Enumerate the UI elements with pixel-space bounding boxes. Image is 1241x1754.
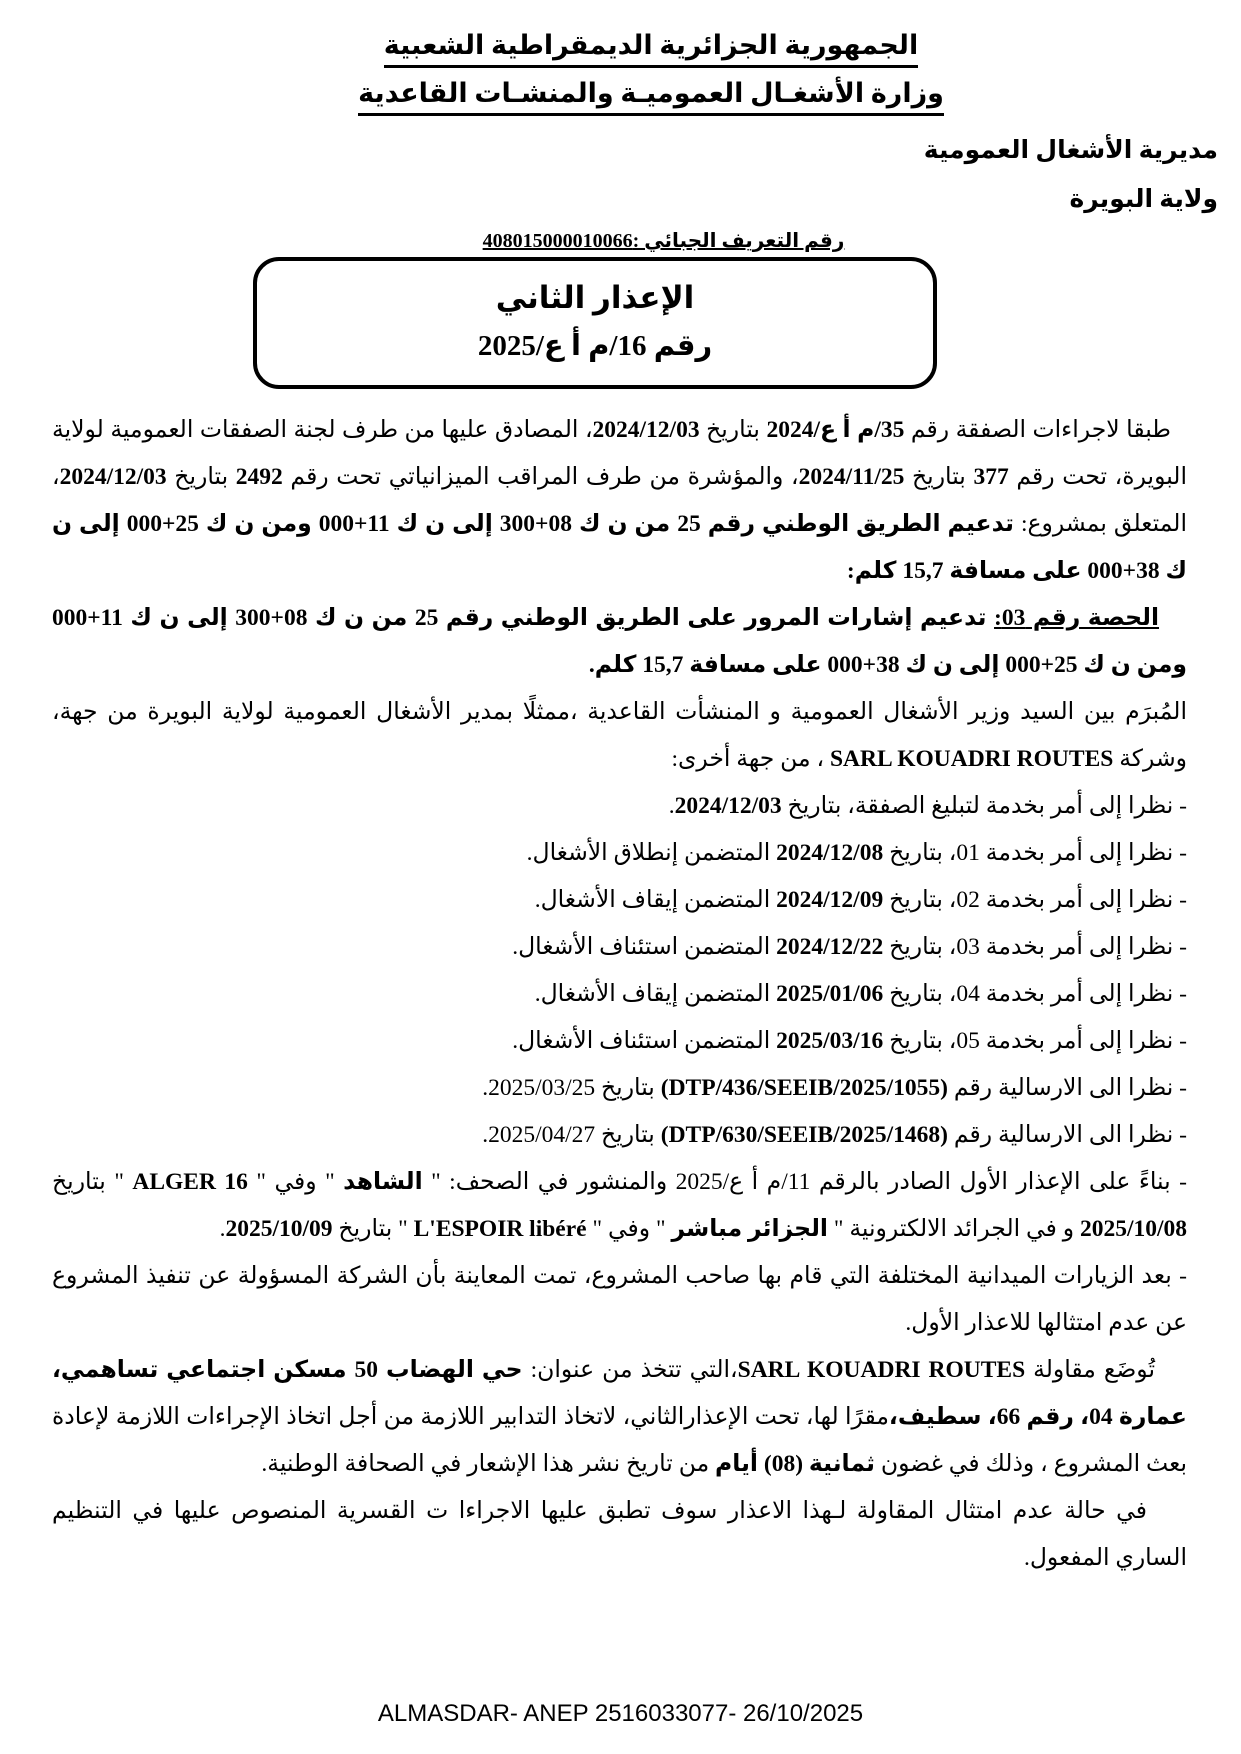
parties-paragraph [52, 689, 1187, 783]
approval-date: 2024/11/25 [798, 464, 905, 490]
tax-id-wrap [86, 228, 1241, 253]
text-segment: " وفي " [586, 1216, 672, 1242]
visa-number: 2492 [235, 464, 283, 490]
tax-id-line: رقم التعريف الجبائي :408015000010066 [482, 230, 845, 252]
text-segment: طبقا لاجراءات الصفقة رقم [904, 417, 1172, 443]
text-segment: بتاريخ [699, 417, 767, 443]
deadline-days: ثمانية (08) أيام [715, 1451, 875, 1477]
lot-description: تدعيم إشارات المرور على الطريق الوطني رقم 25 من ن ك 08+300 إلى ن ك 11+000 ومن ن ك 25+000 إلى ن ك 38+000 على مسافة 15,7 كلم. [52, 605, 1187, 678]
text-segment: المُبرَم بين السيد وزير الأشغال العمومية و المنشأت القاعدية ،ممثلًا بمدير الأشغال العمومية لولاية البويرة من جهة، وشركة [52, 699, 1187, 772]
republic-title-line [61, 30, 1241, 68]
text-segment: - نظرا إلى أمر بخدمة 01، بتاريخ [883, 840, 1187, 866]
newspaper-name: ALGER 16 [132, 1169, 248, 1195]
whereas-item-5 [52, 971, 1187, 1018]
text-segment: المتضمن إيقاف الأشغال. [534, 981, 777, 1007]
whereas-item-8 [52, 1112, 1187, 1159]
text-segment: - بناءً على الإعذار الأول الصادر بالرقم 11/م أ ع/2025 والمنشور في الصحف: " [422, 1169, 1187, 1195]
text-segment: ، من جهة أخرى: [671, 746, 830, 772]
text-segment: مقرًا لها، تحت الإعذارالثاني، لاتخاذ التدابير اللازمة من أجل اتخاذ الإجراءات اللازمة لإعادة بعث المشروع ، وذلك في غضون [52, 1404, 1187, 1477]
contract-date: 2024/12/03 [592, 417, 700, 443]
text-segment: المتضمن استئناف الأشغال. [512, 934, 777, 960]
company-name: SARL KOUADRI ROUTES [737, 1357, 1026, 1383]
text-segment: ،التي تتخذ من عنوان: [522, 1357, 738, 1383]
project-title: تدعيم الطريق الوطني رقم 25 من ن ك 08+300 إلى ن ك 11+000 ومن ن ك 25+000 إلى ن ك 38+000 على مسافة 15,7 كلم: [52, 511, 1187, 584]
lot-paragraph [52, 595, 1187, 689]
whereas-item-10 [52, 1253, 1187, 1347]
notice-title: الإعذار الثاني [495, 280, 695, 315]
anep-footer: ALMASDAR- ANEP 2516033077- 26/10/2025 [377, 1700, 864, 1727]
text-segment: المتضمن استئناف الأشغال. [512, 1028, 777, 1054]
text-segment: - نظرا الى الارسالية رقم [948, 1075, 1187, 1101]
contract-number: 35/م أ ع/2024 [766, 417, 905, 443]
text-segment: بتاريخ 2025/04/27. [482, 1122, 661, 1148]
directorate-block [0, 126, 1218, 224]
notice-reference: رقم 16/م أ ع/2025 [477, 330, 713, 362]
republic-title: الجمهورية الجزائرية الديمقراطية الشعبية [384, 30, 918, 68]
intro-paragraph [52, 407, 1187, 595]
site-visits-text: - بعد الزيارات الميدانية المختلفة التي قام بها صاحب المشروع، تمت المعاينة بأن الشركة المسؤولة عن تنفيذ المشروع عن عدم امتثالها للاعذار الأول. [52, 1263, 1187, 1336]
text-segment: من تاريخ نشر هذا الإشعار في الصحافة الوطنية. [261, 1451, 716, 1477]
whereas-item-1 [52, 783, 1187, 830]
text-segment: " وفي " [247, 1169, 344, 1195]
text-segment: - نظرا إلى أمر بخدمة 03، بتاريخ [883, 934, 1187, 960]
notice-box [253, 257, 937, 389]
service-order-date: 2025/03/16 [776, 1028, 884, 1054]
text-segment: - نظرا إلى أمر بخدمة 05، بتاريخ [883, 1028, 1187, 1054]
text-segment: و في الجرائد الالكترونية " [827, 1216, 1080, 1242]
visa-date: 2024/12/03 [59, 464, 167, 490]
newspaper-name: الشاهد [343, 1169, 423, 1195]
lot-label: الحصة رقم 03: [994, 605, 1160, 631]
ministry-title: وزارة الأشغـال العموميـة والمنشـات القاعدية [358, 78, 944, 116]
text-segment: - نظرا إلى أمر بخدمة لتبليغ الصفقة، بتاريخ [781, 793, 1187, 819]
newspaper-name: L'ESPOIR libéré [413, 1216, 587, 1242]
formal-notice-paragraph [52, 1347, 1187, 1488]
whereas-item-3 [52, 877, 1187, 924]
text-segment: ، المصادق عليها من طرف لجنة الصفقات العمومية لولاية البويرة، تحت رقم [52, 417, 1187, 490]
text-segment: بتاريخ [904, 464, 974, 490]
ministry-title-line [61, 78, 1241, 116]
text-segment: . [219, 1216, 226, 1242]
service-order-date: 2024/12/09 [776, 887, 884, 913]
warning-text: في حالة عدم امتثال المقاولة لـهذا الاعذار سوف تطبق عليها الاجراءا ت القسرية المنصوص عليها في التنظيم الساري المفعول. [52, 1498, 1187, 1571]
document-body [52, 407, 1187, 1582]
publication-date: 2025/10/09 [225, 1216, 333, 1242]
service-order-date: 2024/12/22 [776, 934, 884, 960]
text-segment: - نظرا إلى أمر بخدمة 04، بتاريخ [883, 981, 1187, 1007]
text-segment: بتاريخ [166, 464, 236, 490]
text-segment: - نظرا الى الارسالية رقم [948, 1122, 1187, 1148]
state-header [61, 0, 1241, 116]
dispatch-reference: (1468/DTP/630/SEEIB/2025) [660, 1122, 948, 1148]
dispatch-reference: (1055/DTP/436/SEEIB/2025) [660, 1075, 948, 1101]
text-segment: . [668, 793, 675, 819]
whereas-item-2 [52, 830, 1187, 877]
text-segment: ، والمؤشرة من طرف المراقب الميزانياتي تحت رقم [282, 464, 799, 490]
newspaper-name: الجزائر مباشر [671, 1216, 828, 1242]
warning-paragraph [52, 1488, 1187, 1582]
text-segment: المتضمن إنطلاق الأشغال. [526, 840, 777, 866]
whereas-item-6 [52, 1018, 1187, 1065]
text-segment: " بتاريخ [332, 1216, 414, 1242]
text-segment: " بتاريخ [52, 1169, 133, 1195]
whereas-item-4 [52, 924, 1187, 971]
publication-date: 2025/10/08 [1079, 1216, 1187, 1242]
directorate-line: مديرية الأشغال العمومية [923, 137, 1218, 164]
whereas-item-9 [52, 1159, 1187, 1253]
approval-number: 377 [973, 464, 1009, 490]
text-segment: ، المتعلق بمشروع: [52, 464, 1187, 537]
text-segment: المتضمن إيقاف الأشغال. [534, 887, 777, 913]
company-name: SARL KOUADRI ROUTES [829, 746, 1114, 772]
company-address: حي الهضاب 50 مسكن اجتماعي تساهمي، عمارة 04، رقم 66، سطيف، [52, 1357, 1187, 1430]
service-order-date: 2025/01/06 [776, 981, 884, 1007]
wilaya-line: ولاية البويرة [1069, 186, 1218, 213]
service-order-date: 2024/12/08 [776, 840, 884, 866]
text-segment: بتاريخ 2025/03/25. [482, 1075, 661, 1101]
whereas-item-7 [52, 1065, 1187, 1112]
text-segment: - نظرا إلى أمر بخدمة 02، بتاريخ [883, 887, 1187, 913]
text-segment: تُوضَع مقاولة [1025, 1357, 1155, 1383]
service-order-date: 2024/12/03 [674, 793, 782, 819]
